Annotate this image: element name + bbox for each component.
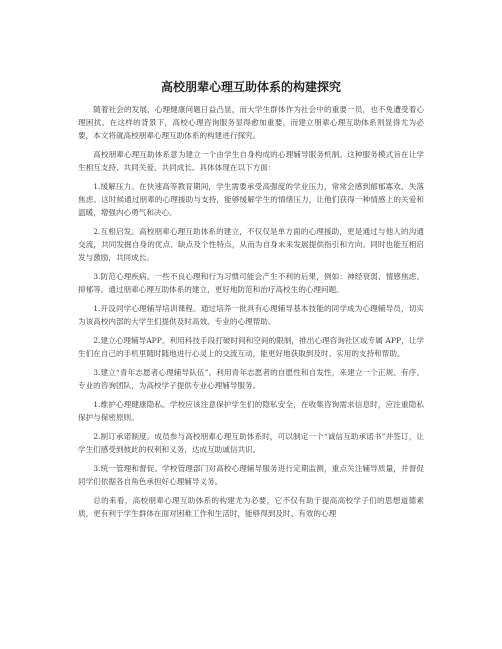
paragraph-note-management: 3.统一管理和督促。学校管理部门对高校心理辅导服务进行定期监测，重点关注辅导质量，并督促同学们依据各自角色承担好心理辅导义务。 bbox=[78, 464, 424, 486]
paragraph-measure-app: 2.建立心理辅导APP。利用科技手段打破时间和空间的限制，推出心理咨询社区或专属 APP，让学生们在自己的手机里随时随地进行心灵上的交流互动，能更好地获取到及时、实用的支持和帮助。 bbox=[78, 336, 424, 358]
paragraph-note-commitment: 2.制订承诺制度。成员参与高校朋辈心理互助体系时，可以制定一个“诚信互助承诺书”并签订，让学生们感受到彼此的权利和义务，达成互助诚信共识。 bbox=[78, 432, 424, 454]
paragraph-point-prevent-illness: 3.防范心理疾病。一些不良心理和行为习惯可能会产生不利的后果，例如：神经衰弱、情感焦虑、抑郁等。通过朋辈心理互助体系的建立，更好地防范和治疗高校生的心理问题。 bbox=[78, 272, 424, 294]
paragraph-measure-volunteers: 3.建立“青年志愿者心理辅导队伍”。利用青年志愿者的自愿性和自发性，来建立一个正规、有序、专业的咨询团队，为高校学子提供专业心理辅导服务。 bbox=[78, 368, 424, 390]
paragraph-conclusion: 总的来看，高校朋辈心理互助体系的构建尤为必要，它不仅有助于提高高校学子们的思想道德素质，更有利于学生群体在面对困难工作和生活时，能够得到及时、有效的心理 bbox=[78, 496, 424, 518]
paragraph-measure-training: 1.开设同学心理辅导培训课程。通过培养一批具有心理辅导基本技能的同学成为心理辅导员，切实为该高校内部的大学生们提供及时高效、专业的心理帮助。 bbox=[78, 304, 424, 326]
document-body bbox=[78, 103, 424, 526]
document-title: 高校朋辈心理互助体系的构建探究 bbox=[160, 80, 341, 94]
paragraph-definition: 高校朋辈心理互助体系意为建立一个由学生自身构成的心理辅导服务机制。这种服务模式旨在让学生相互支持、共同关爱、共同成长。具体体现在以下方面： bbox=[78, 150, 424, 172]
paragraph-note-privacy: 1.维护心理健康隐私。学校应该注意保护学生们的隐私安全，在收集咨询需求信息时，应注重隐私保护与保密原则。 bbox=[78, 400, 424, 422]
paragraph-point-relieve-stress: 1.缓解压力。在快速高等教育期间，学生需要承受高强度的学业压力，常常会感到郁郁寡欢、失落焦虑。这时候通过朋辈的心理援助与支持，能够缓解学生的情绪压力，让他们获得一种情感上的关爱和温暖，增强内心勇气和决心。 bbox=[78, 182, 424, 217]
paragraph-intro: 随着社会的发展，心理健康问题日益凸显，而大学生群体作为社会中的重要一员，也不免遭受着心理困扰。在这样的背景下，高校心理咨询服务显得愈加重要，而建立朋辈心理互助体系则显得尤为必要，本文将就高校朋辈心理互助体系的构建进行探究。 bbox=[78, 105, 424, 140]
paragraph-point-mutual-inspiration: 2.互相启发。高校朋辈心理互助体系的建立，不仅仅是单方面的心理援助，更是通过与他人的沟通交流，共同发掘自身的优点、缺点及个性特点，从而为自身未来发展提供指引和方向。同时也能互相启发与激励，共同成长。 bbox=[78, 227, 424, 262]
